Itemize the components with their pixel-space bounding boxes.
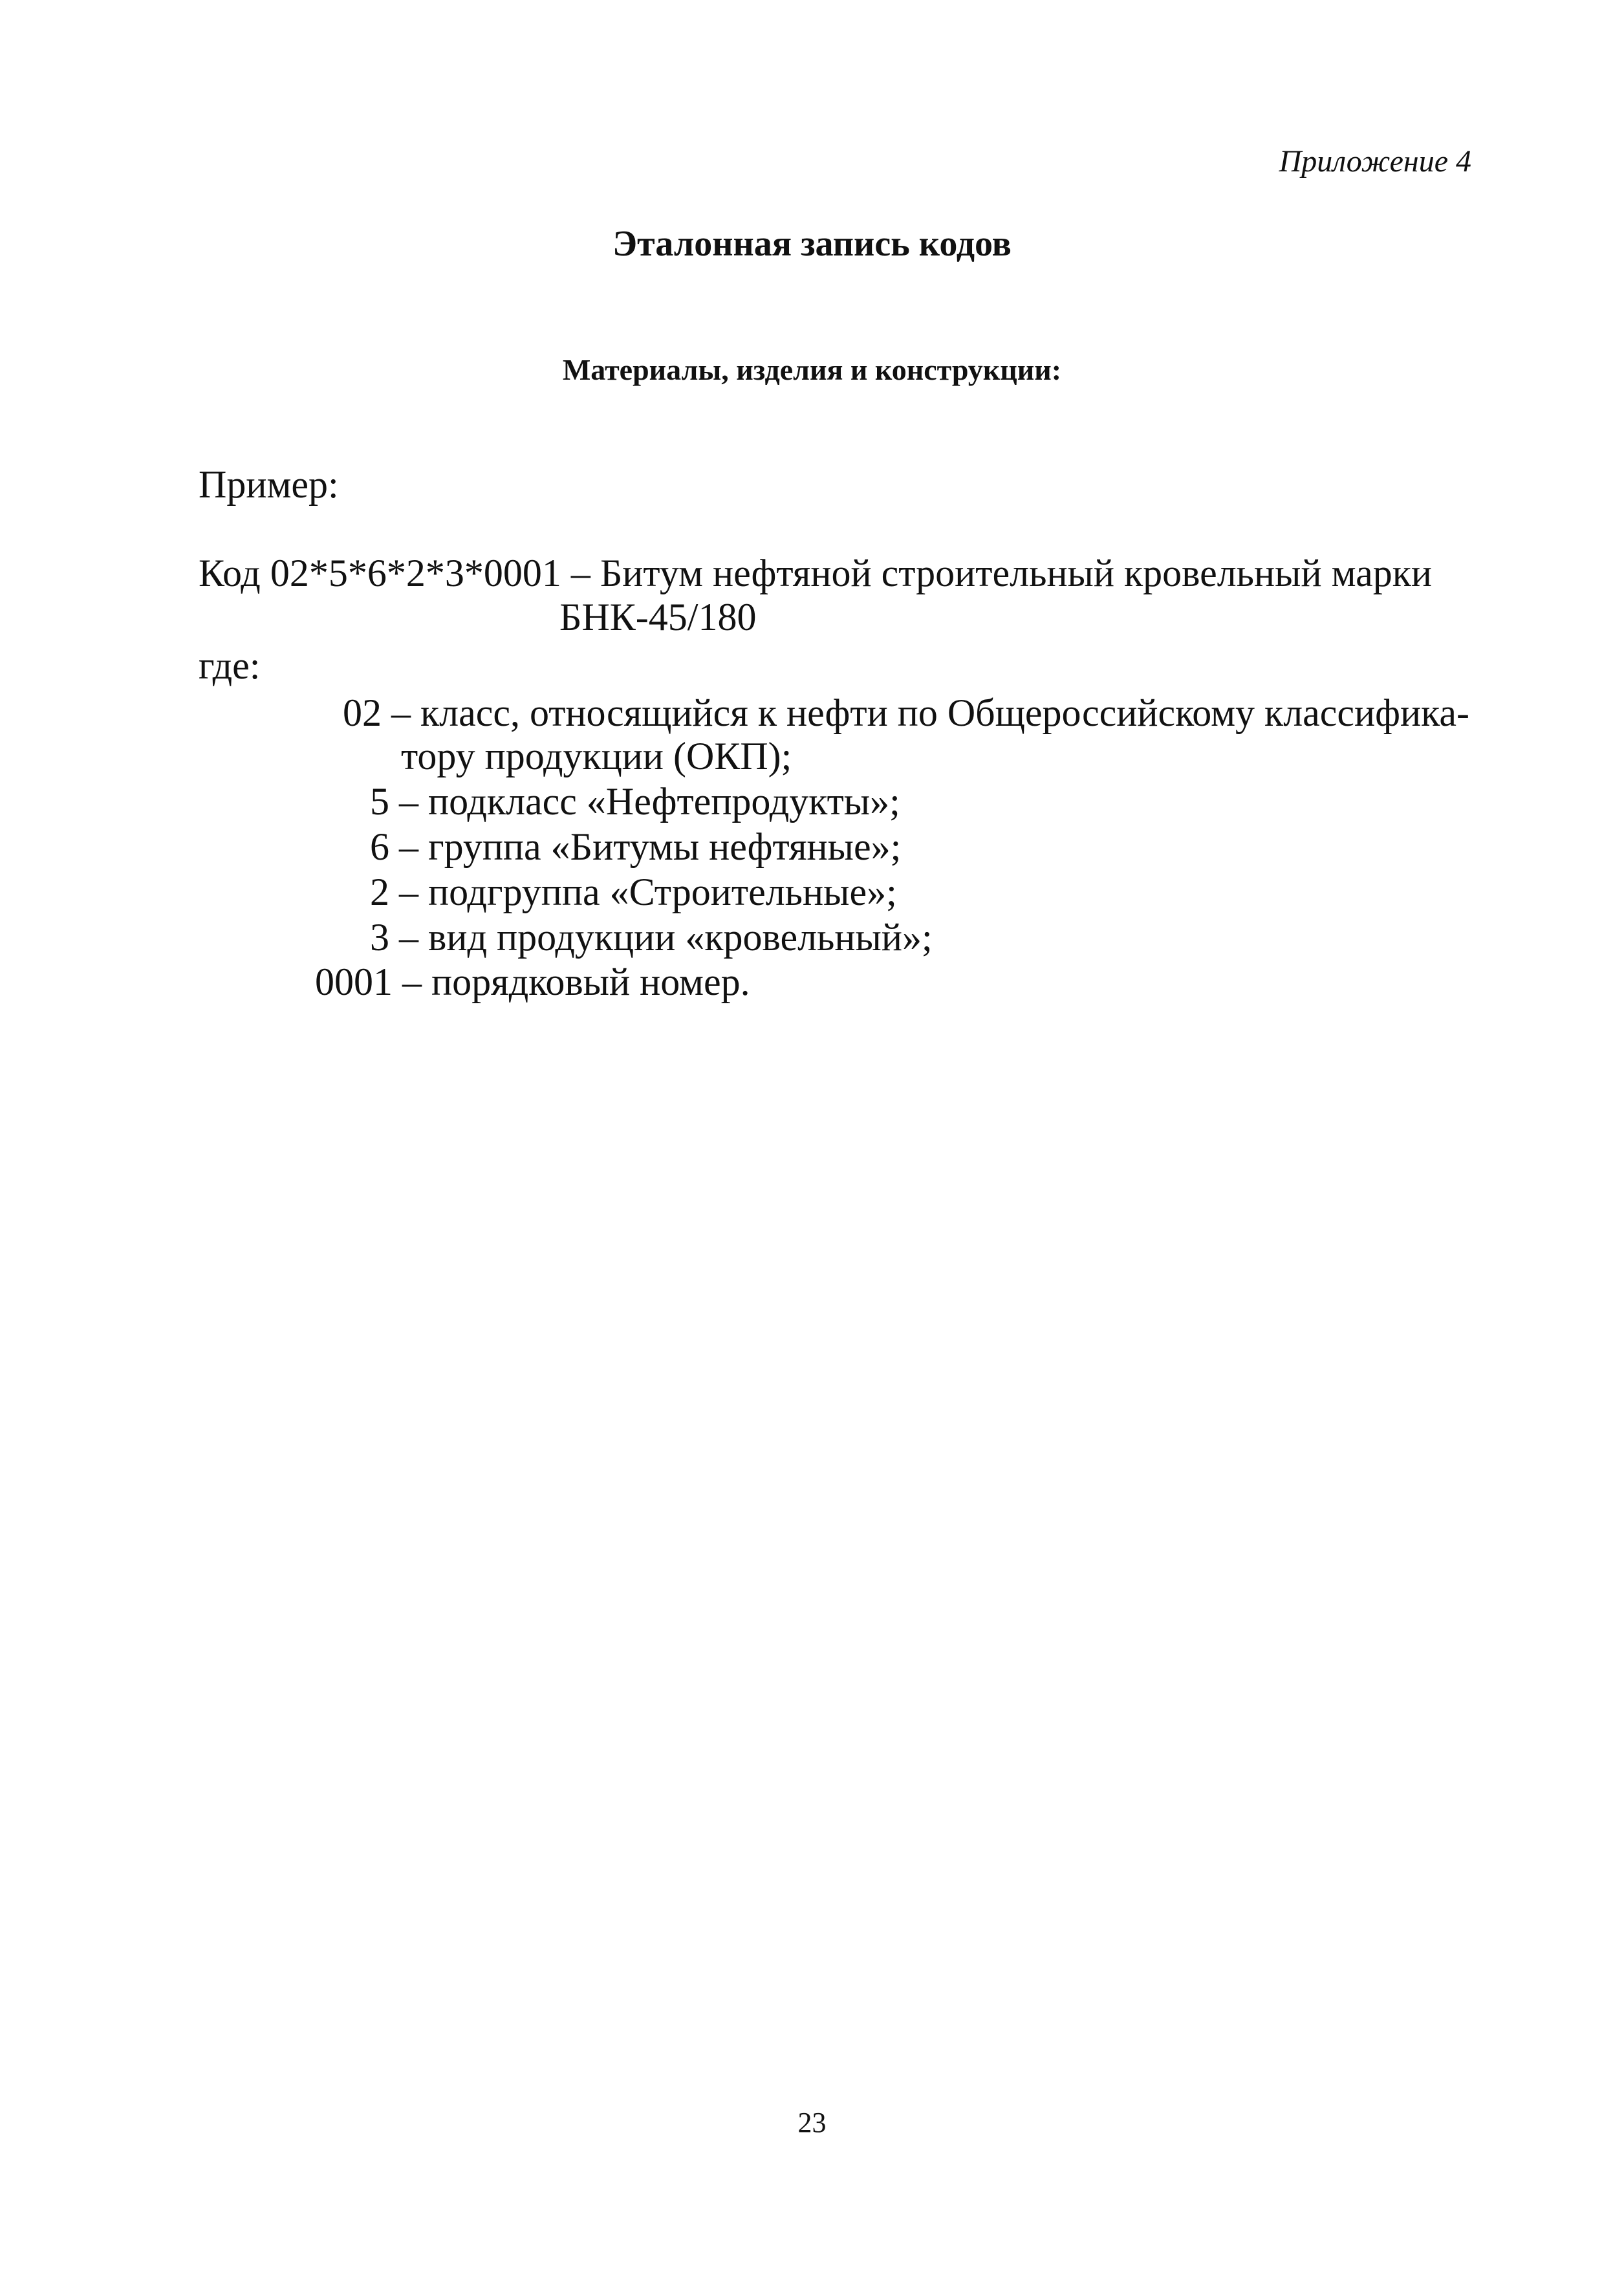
list-item-text: – порядковый номер.	[393, 961, 750, 1003]
list-item-code: 5	[370, 780, 389, 823]
list-item-text: тору продукции (ОКП);	[401, 735, 792, 777]
list-item-text: – класс, относящийся к нефти по Общероссийскому классифика-	[382, 691, 1469, 734]
appendix-label: Приложение 4	[1279, 144, 1471, 179]
list-item-product-type	[370, 915, 933, 960]
list-item-serial-number	[315, 960, 750, 1005]
list-item-code: 02	[343, 691, 382, 734]
page-title: Эталонная запись кодов	[612, 224, 1012, 264]
page-number: 23	[797, 2107, 827, 2138]
list-item-text: – вид продукции «кровельный»;	[389, 916, 933, 959]
list-item-code: 3	[370, 916, 389, 959]
section-subtitle: Материалы, изделия и конструкции:	[562, 353, 1062, 386]
list-item-text: – подгруппа «Строительные»;	[389, 871, 897, 913]
example-label: Пример:	[199, 463, 339, 506]
code-definition-continuation: БНК-45/180	[559, 596, 757, 638]
list-item-text: – группа «Битумы нефтяные»;	[389, 825, 902, 868]
code-definition-line: Код 02*5*6*2*3*0001 – Битум нефтяной строительный кровельный марки	[199, 552, 1433, 594]
list-item-code: 2	[370, 871, 389, 913]
where-label: где:	[199, 644, 261, 687]
list-item-text: – подкласс «Нефтепродукты»;	[389, 780, 900, 823]
list-item-subgroup	[370, 870, 897, 915]
list-item-subclass	[370, 779, 900, 824]
list-item-code: 0001	[315, 961, 393, 1003]
list-item-class	[343, 691, 1469, 735]
list-item-code: 6	[370, 825, 389, 868]
list-item-class-continuation	[401, 734, 792, 779]
list-item-group	[370, 825, 901, 869]
